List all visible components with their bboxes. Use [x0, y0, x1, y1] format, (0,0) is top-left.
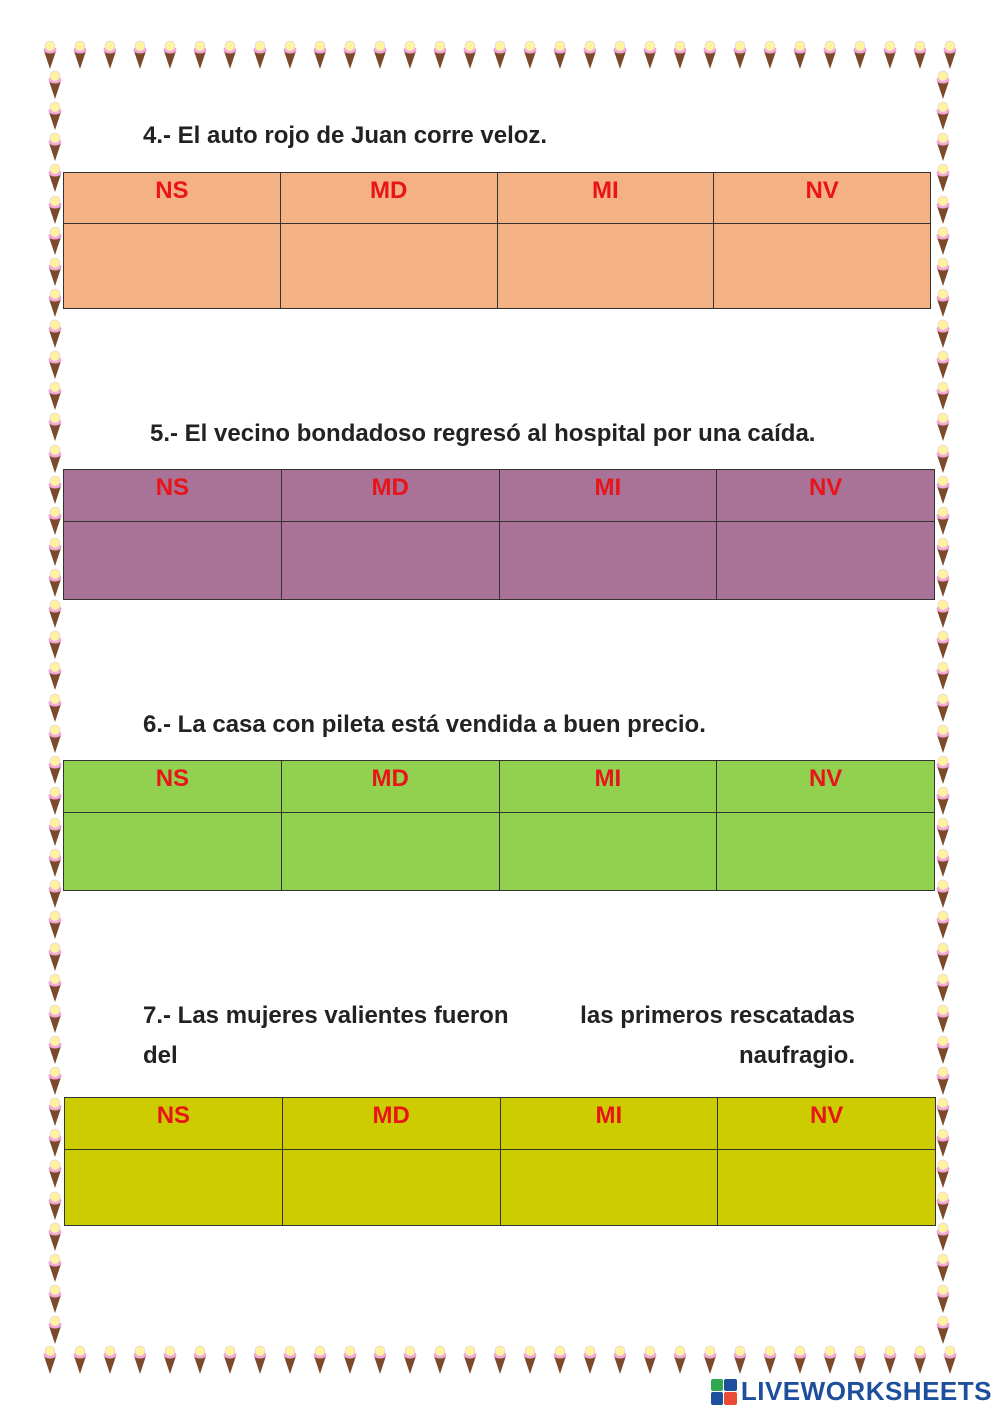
ice-cream-cone-icon [45, 599, 65, 629]
ice-cream-cone-icon [340, 1345, 360, 1375]
ice-cream-cone-icon [933, 444, 953, 474]
sentence-7-line2-left: del [143, 1042, 178, 1069]
ice-cream-cone-icon [933, 817, 953, 847]
ice-cream-cone-icon [100, 40, 120, 70]
ice-cream-cone-icon [45, 101, 65, 131]
ice-cream-cone-icon [45, 724, 65, 754]
ice-cream-cone-icon [45, 412, 65, 442]
ice-cream-cone-icon [45, 848, 65, 878]
ice-cream-cone-icon [370, 1345, 390, 1375]
ice-cream-cone-icon [933, 537, 953, 567]
ice-cream-cone-icon [45, 973, 65, 1003]
answer-cell-md[interactable] [280, 224, 497, 309]
sentence-5: 5.- El vecino bondadoso regresó al hospital por una caída. [150, 420, 816, 447]
answer-cell-ns[interactable] [64, 224, 281, 309]
ice-cream-cone-icon [933, 1128, 953, 1158]
ice-cream-cone-icon [45, 163, 65, 193]
ice-cream-cone-icon [45, 1066, 65, 1096]
ice-cream-cone-icon [45, 381, 65, 411]
ice-cream-cone-icon [45, 1315, 65, 1345]
ice-cream-cone-icon [730, 1345, 750, 1375]
answer-cell-ns[interactable] [65, 1150, 283, 1226]
header-nv: NV [714, 173, 931, 224]
ice-cream-cone-icon [45, 257, 65, 287]
ice-cream-cone-icon [45, 786, 65, 816]
sentence-4: 4.- El auto rojo de Juan corre veloz. [143, 122, 548, 149]
ice-cream-cone-icon [933, 70, 953, 100]
answer-table-6 [63, 760, 935, 891]
ice-cream-cone-icon [45, 1097, 65, 1127]
header-ns: NS [64, 173, 281, 224]
ice-cream-cone-icon [45, 475, 65, 505]
header-ns: NS [65, 1098, 283, 1150]
ice-cream-cone-icon [45, 1222, 65, 1252]
ice-cream-cone-icon [250, 1345, 270, 1375]
ice-cream-cone-icon [933, 288, 953, 318]
answer-table-7 [64, 1097, 936, 1226]
ice-cream-cone-icon [640, 40, 660, 70]
ice-cream-cone-icon [760, 1345, 780, 1375]
ice-cream-cone-icon [45, 226, 65, 256]
ice-cream-cone-icon [610, 1345, 630, 1375]
ice-cream-cone-icon [933, 1097, 953, 1127]
ice-cream-cone-icon [280, 1345, 300, 1375]
sentence-6: 6.- La casa con pileta está vendida a buen precio. [143, 711, 706, 738]
ice-cream-cone-icon [933, 506, 953, 536]
ice-cream-cone-icon [70, 40, 90, 70]
ice-cream-cone-icon [460, 1345, 480, 1375]
ice-cream-cone-icon [933, 1035, 953, 1065]
ice-cream-cone-icon [45, 350, 65, 380]
header-md: MD [282, 1098, 500, 1150]
ice-cream-cone-icon [45, 879, 65, 909]
ice-cream-cone-icon [933, 879, 953, 909]
ice-cream-cone-icon [45, 568, 65, 598]
ice-cream-cone-icon [310, 40, 330, 70]
ice-cream-cone-icon [933, 755, 953, 785]
answer-cell-md[interactable] [281, 813, 499, 891]
header-ns: NS [64, 761, 282, 813]
sentence-7 [143, 996, 855, 1076]
answer-cell-mi[interactable] [500, 1150, 718, 1226]
ice-cream-cone-icon [933, 848, 953, 878]
ice-cream-cone-icon [430, 40, 450, 70]
ice-cream-cone-icon [933, 973, 953, 1003]
header-md: MD [281, 761, 499, 813]
ice-cream-cone-icon [370, 40, 390, 70]
ice-cream-cone-icon [880, 1345, 900, 1375]
ice-cream-cone-icon [280, 40, 300, 70]
ice-cream-cone-icon [933, 163, 953, 193]
header-mi: MI [499, 761, 717, 813]
liveworksheets-logo[interactable] [711, 1376, 992, 1407]
ice-cream-cone-icon [45, 132, 65, 162]
ice-cream-cone-icon [45, 1159, 65, 1189]
answer-cell-mi[interactable] [499, 522, 717, 600]
ice-cream-cone-icon [45, 70, 65, 100]
ice-cream-cone-icon [933, 1159, 953, 1189]
sentence-7-line2-right: naufragio. [738, 1042, 855, 1069]
ice-cream-cone-icon [933, 910, 953, 940]
ice-cream-cone-icon [130, 40, 150, 70]
ice-cream-cone-icon [550, 1345, 570, 1375]
ice-cream-cone-icon [760, 40, 780, 70]
ice-cream-cone-icon [40, 1345, 60, 1375]
ice-cream-cone-icon [640, 1345, 660, 1375]
ice-cream-cone-icon [933, 475, 953, 505]
ice-cream-cone-icon [45, 1128, 65, 1158]
ice-cream-cone-icon [310, 1345, 330, 1375]
ice-cream-cone-icon [850, 1345, 870, 1375]
ice-cream-cone-icon [45, 1191, 65, 1221]
ice-cream-cone-icon [940, 1345, 960, 1375]
ice-cream-cone-icon [45, 755, 65, 785]
ice-cream-cone-icon [45, 661, 65, 691]
ice-cream-cone-icon [400, 40, 420, 70]
answer-cell-nv[interactable] [718, 1150, 936, 1226]
answer-cell-nv[interactable] [714, 224, 931, 309]
ice-cream-cone-icon [933, 693, 953, 723]
ice-cream-cone-icon [933, 786, 953, 816]
ice-cream-cone-icon [910, 40, 930, 70]
ice-cream-cone-icon [45, 942, 65, 972]
ice-cream-cone-icon [190, 1345, 210, 1375]
ice-cream-cone-icon [933, 195, 953, 225]
ice-cream-cone-icon [40, 40, 60, 70]
answer-cell-nv[interactable] [717, 522, 935, 600]
answer-cell-ns[interactable] [64, 813, 282, 891]
ice-cream-cone-icon [933, 1066, 953, 1096]
answer-table-4 [63, 172, 931, 309]
ice-cream-cone-icon [933, 1284, 953, 1314]
ice-cream-cone-icon [850, 40, 870, 70]
brand-name: LIVEWORKSHEETS [740, 1376, 992, 1406]
ice-cream-cone-icon [670, 1345, 690, 1375]
ice-cream-cone-icon [700, 40, 720, 70]
answer-cell-md[interactable] [282, 1150, 500, 1226]
answer-cell-md[interactable] [281, 522, 499, 600]
ice-cream-cone-icon [933, 132, 953, 162]
ice-cream-cone-icon [730, 40, 750, 70]
ice-cream-cone-icon [160, 1345, 180, 1375]
ice-cream-cone-icon [250, 40, 270, 70]
ice-cream-cone-icon [933, 1315, 953, 1345]
ice-cream-cone-icon [190, 40, 210, 70]
ice-cream-cone-icon [933, 101, 953, 131]
ice-cream-cone-icon [933, 412, 953, 442]
ice-cream-cone-icon [670, 40, 690, 70]
sentence-7-line1-right: las primeros rescatadas [580, 1002, 855, 1029]
ice-cream-cone-icon [45, 630, 65, 660]
ice-cream-cone-icon [430, 1345, 450, 1375]
ice-cream-cone-icon [45, 1004, 65, 1034]
liveworksheets-logo-icon [711, 1379, 737, 1405]
ice-cream-cone-icon [45, 506, 65, 536]
ice-cream-cone-icon [550, 40, 570, 70]
ice-cream-cone-icon [580, 1345, 600, 1375]
ice-cream-cone-icon [610, 40, 630, 70]
answer-cell-mi[interactable] [499, 813, 717, 891]
ice-cream-cone-icon [45, 537, 65, 567]
header-nv: NV [717, 761, 935, 813]
ice-cream-cone-icon [460, 40, 480, 70]
ice-cream-cone-icon [220, 40, 240, 70]
sentence-7-line1-left: 7.- Las mujeres valientes fueron [143, 1002, 509, 1029]
ice-cream-cone-icon [45, 693, 65, 723]
ice-cream-cone-icon [933, 1004, 953, 1034]
ice-cream-cone-icon [820, 1345, 840, 1375]
answer-cell-nv[interactable] [717, 813, 935, 891]
ice-cream-cone-icon [933, 257, 953, 287]
ice-cream-cone-icon [340, 40, 360, 70]
ice-cream-cone-icon [130, 1345, 150, 1375]
ice-cream-cone-icon [520, 1345, 540, 1375]
ice-cream-cone-icon [880, 40, 900, 70]
ice-cream-cone-icon [820, 40, 840, 70]
ice-cream-cone-icon [933, 381, 953, 411]
header-mi: MI [500, 1098, 718, 1150]
ice-cream-cone-icon [933, 1253, 953, 1283]
ice-cream-cone-icon [933, 661, 953, 691]
ice-cream-cone-icon [490, 40, 510, 70]
ice-cream-cone-icon [790, 1345, 810, 1375]
ice-cream-cone-icon [933, 724, 953, 754]
ice-cream-cone-icon [45, 910, 65, 940]
ice-cream-cone-icon [933, 319, 953, 349]
border-bottom [40, 1345, 960, 1375]
ice-cream-cone-icon [400, 1345, 420, 1375]
header-md: MD [280, 173, 497, 224]
ice-cream-cone-icon [933, 1191, 953, 1221]
header-mi: MI [497, 173, 714, 224]
ice-cream-cone-icon [70, 1345, 90, 1375]
ice-cream-cone-icon [933, 1222, 953, 1252]
ice-cream-cone-icon [933, 568, 953, 598]
header-mi: MI [499, 470, 717, 522]
ice-cream-cone-icon [700, 1345, 720, 1375]
border-top [40, 40, 960, 70]
ice-cream-cone-icon [933, 226, 953, 256]
ice-cream-cone-icon [45, 1035, 65, 1065]
ice-cream-cone-icon [45, 1253, 65, 1283]
ice-cream-cone-icon [45, 444, 65, 474]
ice-cream-cone-icon [790, 40, 810, 70]
ice-cream-cone-icon [100, 1345, 120, 1375]
ice-cream-cone-icon [933, 350, 953, 380]
ice-cream-cone-icon [490, 1345, 510, 1375]
header-md: MD [281, 470, 499, 522]
ice-cream-cone-icon [45, 817, 65, 847]
ice-cream-cone-icon [910, 1345, 930, 1375]
ice-cream-cone-icon [933, 942, 953, 972]
answer-cell-mi[interactable] [497, 224, 714, 309]
ice-cream-cone-icon [45, 195, 65, 225]
ice-cream-cone-icon [933, 599, 953, 629]
ice-cream-cone-icon [45, 288, 65, 318]
header-ns: NS [64, 470, 282, 522]
answer-cell-ns[interactable] [64, 522, 282, 600]
ice-cream-cone-icon [940, 40, 960, 70]
ice-cream-cone-icon [580, 40, 600, 70]
answer-table-5 [63, 469, 935, 600]
header-nv: NV [718, 1098, 936, 1150]
ice-cream-cone-icon [220, 1345, 240, 1375]
ice-cream-cone-icon [45, 1284, 65, 1314]
ice-cream-cone-icon [520, 40, 540, 70]
ice-cream-cone-icon [45, 319, 65, 349]
header-nv: NV [717, 470, 935, 522]
ice-cream-cone-icon [933, 630, 953, 660]
ice-cream-cone-icon [160, 40, 180, 70]
